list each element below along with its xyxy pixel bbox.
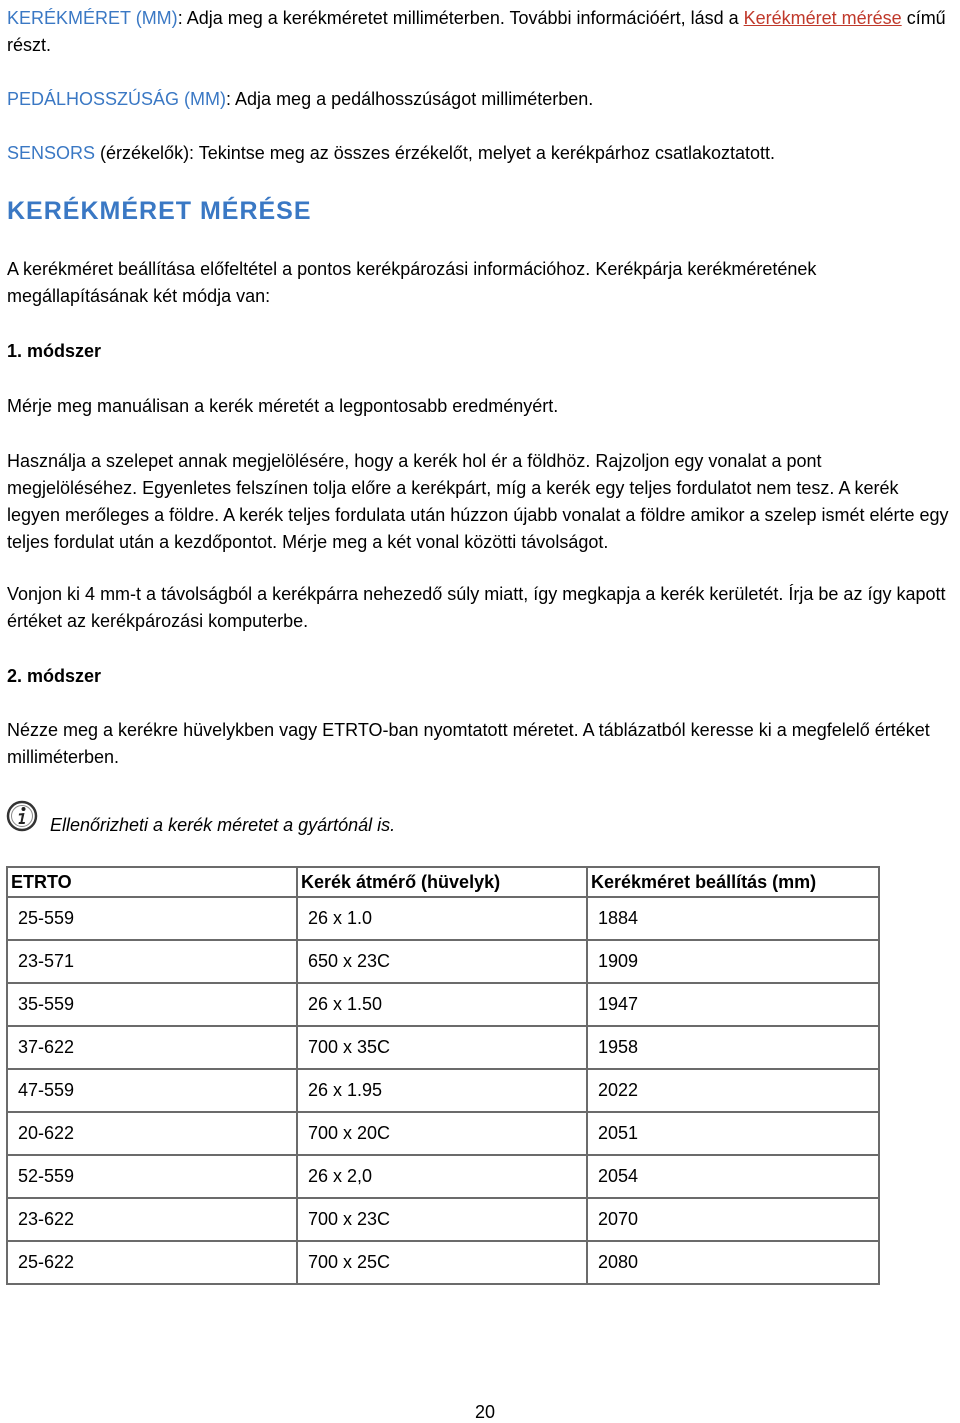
header-etrto: ETRTO xyxy=(7,867,297,897)
cell-etrto: 35-559 xyxy=(7,983,297,1026)
cell-etrto: 52-559 xyxy=(7,1155,297,1198)
table-row xyxy=(7,1155,879,1198)
cell-etrto: 20-622 xyxy=(7,1112,297,1155)
cell-setting: 2051 xyxy=(587,1112,879,1155)
cell-diameter: 700 x 25C xyxy=(297,1241,587,1284)
cell-diameter: 26 x 1.0 xyxy=(297,897,587,940)
sensors-label: SENSORS xyxy=(7,143,96,163)
table-row xyxy=(7,1112,879,1155)
table-header-row xyxy=(7,867,879,897)
cell-etrto: 25-559 xyxy=(7,897,297,940)
pedal-length-text: : Adja meg a pedálhosszúságot milliméterben. xyxy=(226,89,594,109)
table-row xyxy=(7,983,879,1026)
cell-setting: 2080 xyxy=(587,1241,879,1284)
table-row xyxy=(7,1069,879,1112)
method2-title: 2. módszer xyxy=(7,666,102,686)
cell-etrto: 37-622 xyxy=(7,1026,297,1069)
pedal-length-label: PEDÁLHOSSZÚSÁG (MM) xyxy=(7,89,227,109)
cell-setting: 1909 xyxy=(587,940,879,983)
header-diameter: Kerék átmérő (hüvelyk) xyxy=(297,867,587,897)
info-icon xyxy=(6,800,38,832)
cell-diameter: 26 x 2,0 xyxy=(297,1155,587,1198)
method2-paragraph-1: Nézze meg a kerékre hüvelykben vagy ETRTO-ban nyomtatott méretet. A táblázatból keresse ki a megfelelő értéket milliméterben. xyxy=(7,720,930,767)
cell-diameter: 650 x 23C xyxy=(297,940,587,983)
cell-etrto: 47-559 xyxy=(7,1069,297,1112)
wheel-size-table xyxy=(6,866,880,1285)
method1-title: 1. módszer xyxy=(7,341,102,361)
cell-setting: 2070 xyxy=(587,1198,879,1241)
table-row xyxy=(7,940,879,983)
method1-paragraph-3: Vonjon ki 4 mm-t a távolságból a kerékpárra nehezedő súly miatt, így megkapja a kerék kerületét. Írja be az így kapott értéket az kerékpározási komputerbe. xyxy=(7,584,946,631)
table-row xyxy=(7,897,879,940)
table-row xyxy=(7,1198,879,1241)
cell-diameter: 700 x 20C xyxy=(297,1112,587,1155)
cell-etrto: 25-622 xyxy=(7,1241,297,1284)
wheel-size-paragraph xyxy=(7,5,952,59)
section-heading: KERÉKMÉRET MÉRÉSE xyxy=(7,197,312,225)
wheel-size-measure-link[interactable]: Kerékméret mérése xyxy=(743,8,902,28)
cell-setting: 2054 xyxy=(587,1155,879,1198)
cell-etrto: 23-571 xyxy=(7,940,297,983)
pedal-length-paragraph xyxy=(7,86,593,113)
method1-paragraph-2: Használja a szelepet annak megjelölésére, hogy a kerék hol ér a földhöz. Rajzoljon egy vonalat a pont megjelöléséhez. Egyenletes felszínen tolja előre a kerékpárt, míg a kerék egy teljes fordulatot nem tesz. A kerék legyen merőleges a földre. A kerék teljes fordulata után húzzon újabb vonalat a földre amikor a szelep ismét elérte egy teljes fordulat után a kezdőpontot. Mérje meg a két vonal közötti távolságot. xyxy=(7,451,949,552)
header-setting: Kerékméret beállítás (mm) xyxy=(587,867,879,897)
table-row xyxy=(7,1241,879,1284)
page-number: 20 xyxy=(474,1402,496,1422)
cell-diameter: 700 x 35C xyxy=(297,1026,587,1069)
cell-diameter: 26 x 1.95 xyxy=(297,1069,587,1112)
table-row xyxy=(7,1026,879,1069)
cell-etrto: 23-622 xyxy=(7,1198,297,1241)
cell-setting: 1884 xyxy=(587,897,879,940)
note-text: Ellenőrizheti a kerék méretet a gyártónál is. xyxy=(50,815,396,835)
method1-paragraph-1: Mérje meg manuálisan a kerék méretét a legpontosabb eredményért. xyxy=(7,396,559,416)
intro-paragraph: A kerékméret beállítása előfeltétel a pontos kerékpározási információhoz. Kerékpárja kerékméretének megállapításának két módja van: xyxy=(7,259,817,306)
wheel-size-label: KERÉKMÉRET (MM) xyxy=(7,8,178,28)
wheel-size-text: : Adja meg a kerékméretet milliméterben. További információért, lásd a xyxy=(177,8,744,28)
cell-setting: 1958 xyxy=(587,1026,879,1069)
sensors-paragraph xyxy=(7,140,775,167)
cell-diameter: 700 x 23C xyxy=(297,1198,587,1241)
cell-setting: 1947 xyxy=(587,983,879,1026)
cell-setting: 2022 xyxy=(587,1069,879,1112)
wheel-size-tail: című részt. xyxy=(7,8,946,55)
sensors-text: (érzékelők): Tekintse meg az összes érzékelőt, melyet a kerékpárhoz csatlakoztatott. xyxy=(95,143,775,163)
cell-diameter: 26 x 1.50 xyxy=(297,983,587,1026)
